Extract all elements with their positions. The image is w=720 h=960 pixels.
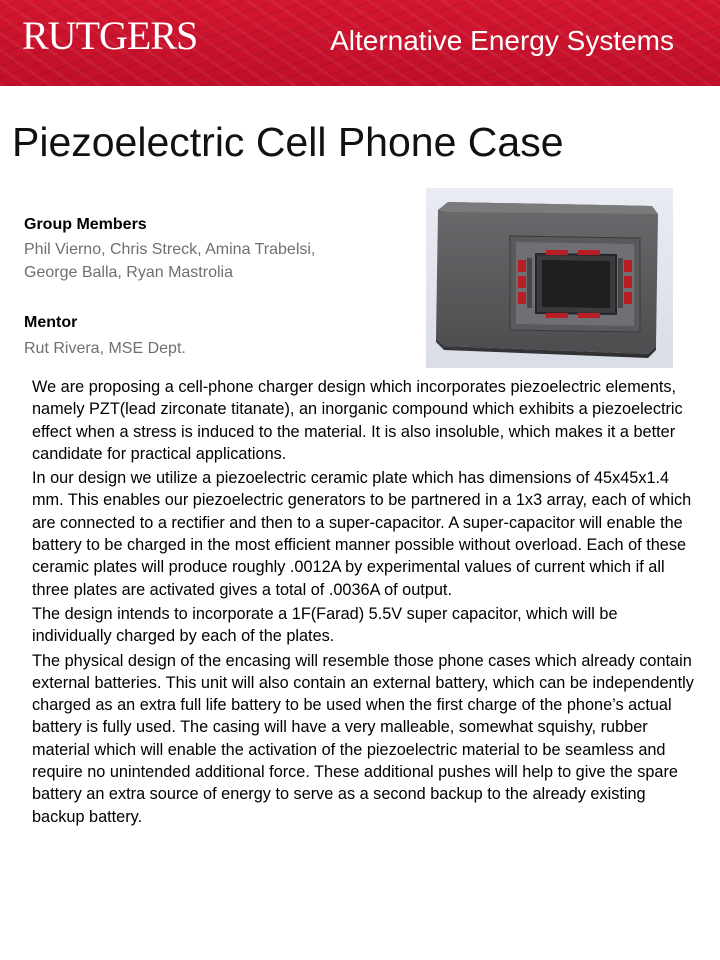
- group-members-heading: Group Members: [24, 216, 147, 233]
- mentor-text: Rut Rivera, MSE Dept.: [24, 340, 186, 357]
- body-text: [32, 376, 700, 830]
- paragraph: In our design we utilize a piezoelectric ceramic plate which has dimensions of 45x45x1.4 mm. This enables our piezoelectric generators to be partnered in a 1x3 array, each of which are connected to a rectifier and then to a super-capacitor. A super-capacitor will enable the battery to be charged in the most efficient manner possible without overload. Each of these ceramic plates will produce roughly .0012A by experimental values of current which if all three plates are activated gives a total of .0036A of output.: [32, 469, 692, 599]
- phone-case-render-icon: [426, 188, 673, 368]
- banner-title: Alternative Energy Systems: [330, 25, 674, 56]
- page-title: Piezoelectric Cell Phone Case: [12, 119, 564, 165]
- rutgers-logo: RUTGERS: [22, 13, 198, 58]
- paragraph: The design intends to incorporate a 1F(Farad) 5.5V super capacitor, which will be individually charged by each of the plates.: [32, 604, 618, 646]
- paragraph: The physical design of the encasing will resemble those phone cases which already contain external batteries. This unit will also contain an external battery, which can be independently charged as an extra full life battery to be used when the first charge of the phone’s actual battery is fully used. The casing will have a very malleable, somewhat squishy, rubber material which will enable the activation of the piezoelectric material to be seamless and require no unintended additional force. These additional pushes will help to give the spare battery an extra source of energy to serve as a second backup to the already existing backup battery.: [32, 651, 694, 826]
- header-banner: [0, 0, 720, 86]
- mentor-heading: Mentor: [24, 314, 78, 331]
- group-members-text: Phil Vierno, Chris Streck, Amina Trabelsi, George Balla, Ryan Mastrolia: [24, 241, 316, 281]
- paragraph: We are proposing a cell-phone charger design which incorporates piezoelectric elements, namely PZT(lead zirconate titanate), an inorganic compound which exhibits a piezoelectric effect when a stress is induced to the material. It is also insoluble, which makes it a better candidate for practical applications.: [32, 378, 683, 463]
